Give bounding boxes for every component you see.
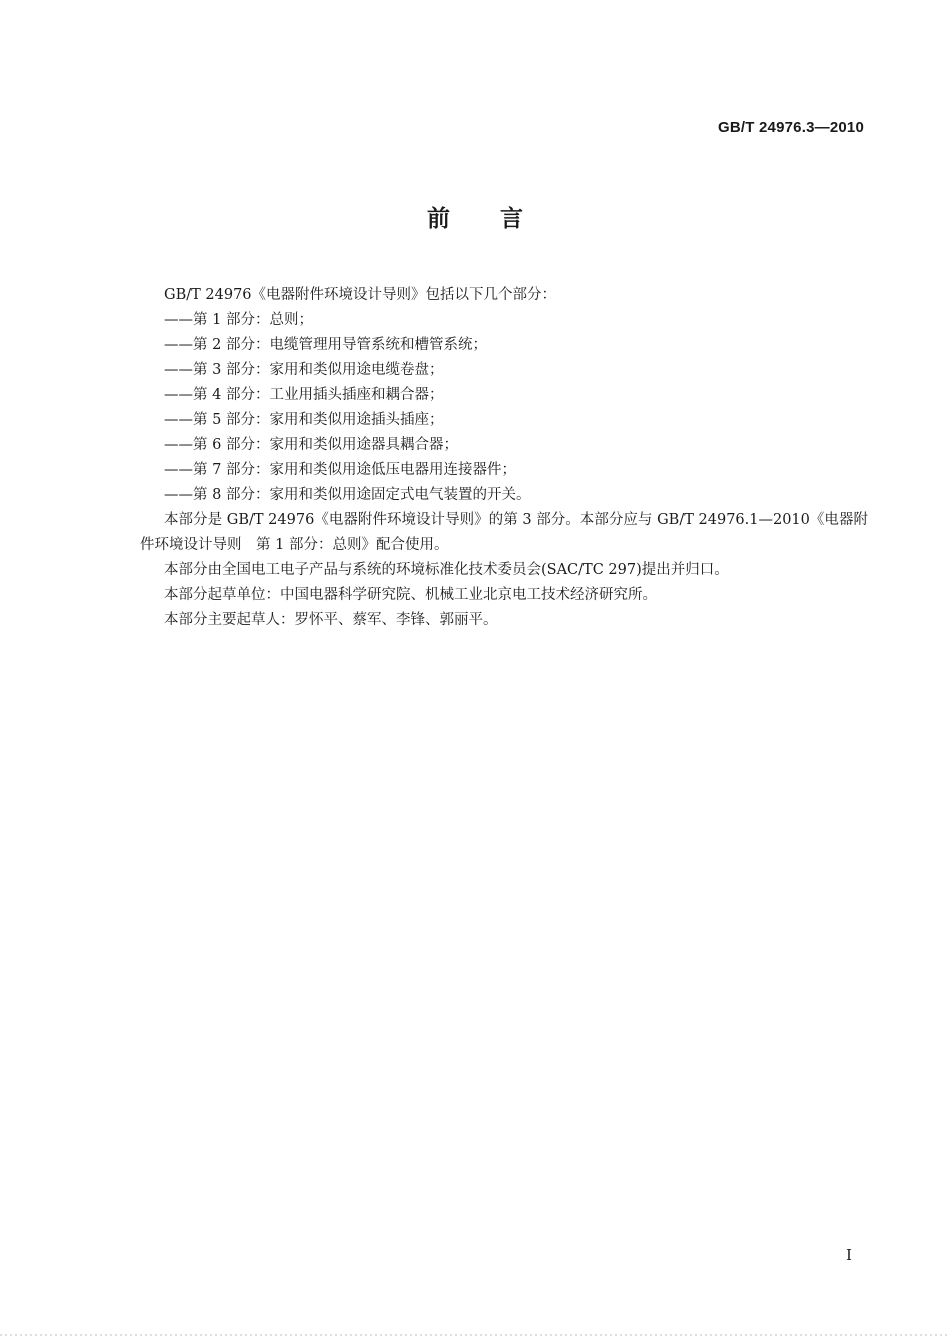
part-list-item: ——第 2 部分：电缆管理用导管系统和槽管系统； bbox=[164, 337, 487, 353]
scan-edge-noise bbox=[0, 1334, 950, 1336]
drafting-units-paragraph: 本部分起草单位：中国电器科学研究院、机械工业北京电工技术经济研究所。 bbox=[164, 587, 657, 603]
intro-paragraph: GB/T 24976《电器附件环境设计导则》包括以下几个部分： bbox=[164, 287, 557, 303]
foreword-body bbox=[140, 283, 868, 633]
part-list-item: ——第 3 部分：家用和类似用途电缆卷盘； bbox=[164, 362, 444, 378]
part-list-item: ——第 5 部分：家用和类似用途插头插座； bbox=[164, 412, 444, 428]
part-list-item: ——第 4 部分：工业用插头插座和耦合器； bbox=[164, 387, 444, 403]
standard-number: GB/T 24976.3—2010 bbox=[718, 119, 864, 136]
part-list-item: ——第 8 部分：家用和类似用途固定式电气装置的开关。 bbox=[164, 487, 531, 503]
relation-paragraph: 本部分是 GB/T 24976《电器附件环境设计导则》的第 3 部分。本部分应与 GB/T 24976.1—2010《电器附件环境设计导则 第 1 部分：总则》配合使用。 bbox=[140, 512, 868, 553]
proposer-paragraph: 本部分由全国电工电子产品与系统的环境标准化技术委员会(SAC/TC 297)提出并归口。 bbox=[164, 562, 729, 578]
part-list-item: ——第 6 部分：家用和类似用途器具耦合器； bbox=[164, 437, 458, 453]
page-number: I bbox=[846, 1246, 852, 1264]
drafters-paragraph: 本部分主要起草人：罗怀平、蔡军、李锋、郭丽平。 bbox=[164, 612, 498, 628]
part-list-item: ——第 7 部分：家用和类似用途低压电器用连接器件； bbox=[164, 462, 516, 478]
page-title: 前言 bbox=[427, 206, 573, 232]
part-list-item: ——第 1 部分：总则； bbox=[164, 312, 313, 328]
